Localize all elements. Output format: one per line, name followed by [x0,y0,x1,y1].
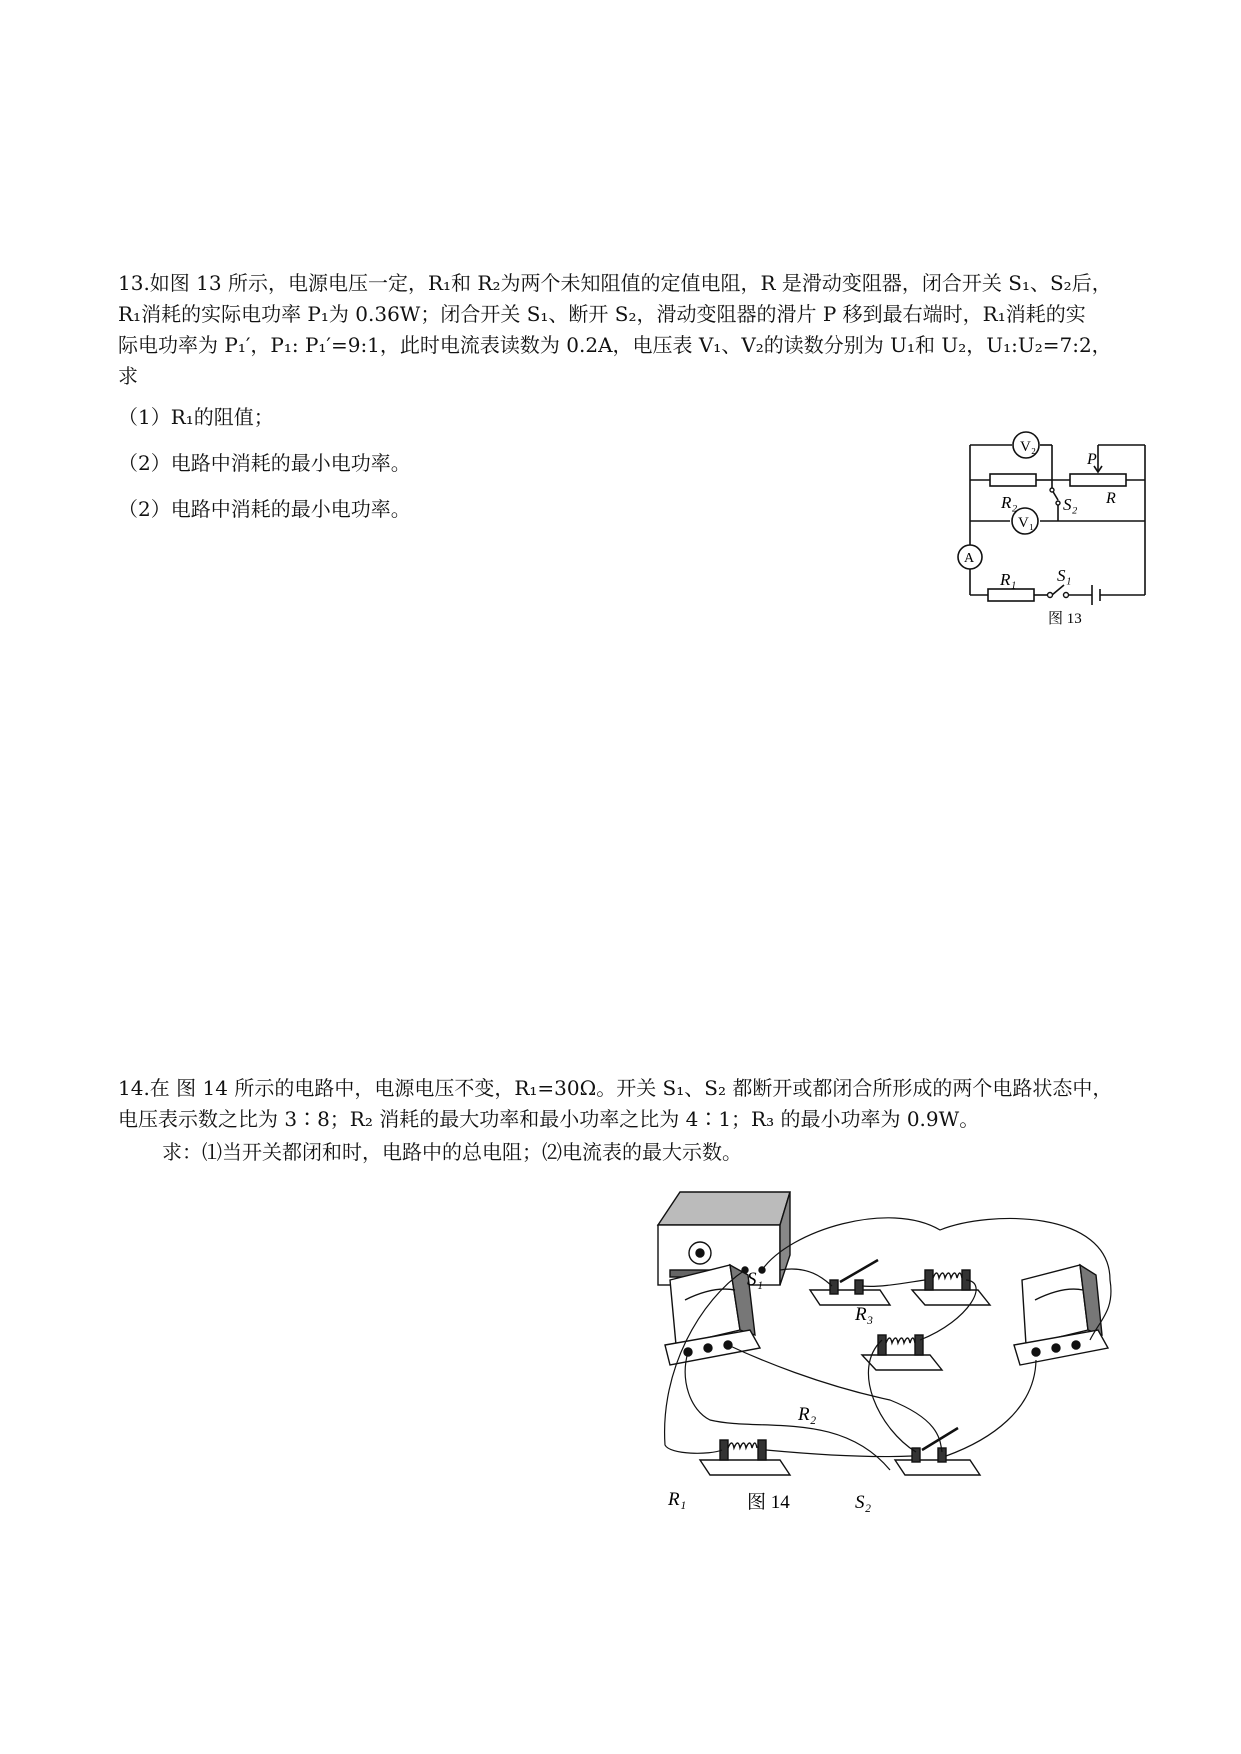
resistor-r1-icon [700,1440,790,1475]
label-r1-fig14: R₁ [668,1489,687,1510]
label-s2-fig14: S₂ [855,1492,872,1513]
label-p: P [1087,451,1097,468]
q13-line-3: 际电功率为 P₁′，P₁: P₁′=9:1，此时电流表读数为 0.2A，电压表 V₁、V₂的读数分别为 U₁和 U₂，U₁:U₂=7:2， [118,333,1112,357]
q13-sub-2: （2）电路中消耗的最小电功率。 [118,451,411,475]
ammeter-icon [1014,1265,1108,1365]
resistor-r2-icon [862,1335,942,1370]
q14-line-3: 求：⑴当开关都闭和时，电路中的总电阻；⑵电流表的最大示数。 [162,1140,742,1164]
figure-13-caption: 图 13 [1048,611,1082,625]
label-v2: V₂ [1020,439,1037,455]
q13-line-2: R₁消耗的实际电功率 P₁为 0.36W；闭合开关 S₁、断开 S₂，滑动变阻器的滑片 P 移到最右端时，R₁消耗的实 [118,302,1086,326]
label-v1: V₁ [1018,515,1035,531]
label-s1: S₁ [1057,566,1072,585]
voltmeter-icon [665,1265,760,1365]
label-r2: R₂ [1001,493,1018,512]
q13-sub-1: （1）R₁的阻值； [118,405,274,429]
figure-13-circuit [940,425,1160,625]
label-s1-fig14: S₁ [747,1269,764,1290]
switch-s1-icon [810,1260,890,1305]
q14-line-2: 电压表示数之比为 3∶8；R₂ 消耗的最大功率和最小功率之比为 4∶1；R₃ 的最小功率为 0.9W。 [118,1107,980,1131]
label-r2-fig14: R₂ [798,1404,817,1425]
resistor-r3-icon [912,1270,990,1305]
label-r: R [1106,490,1116,507]
q14-line-1: 14.在 图 14 所示的电路中，电源电压不变，R₁=30Ω。开关 S₁、S₂ 都断开或都闭合所形成的两个电路状态中， [118,1076,1113,1100]
label-r1: R₁ [1000,570,1017,589]
label-s2: S₂ [1063,495,1078,514]
q13-line-4: 求 [118,364,138,388]
figure-14-apparatus [640,1170,1150,1520]
figure-14-caption: 图 14 [747,1492,790,1513]
label-a: A [964,551,975,566]
label-r3-fig14: R₃ [855,1304,874,1325]
q13-line-1: 13.如图 13 所示，电源电压一定，R₁和 R₂为两个未知阻值的定值电阻，R 是滑动变阻器，闭合开关 S₁、S₂后， [118,271,1112,295]
q13-sub-3: （2）电路中消耗的最小电功率。 [118,497,411,521]
